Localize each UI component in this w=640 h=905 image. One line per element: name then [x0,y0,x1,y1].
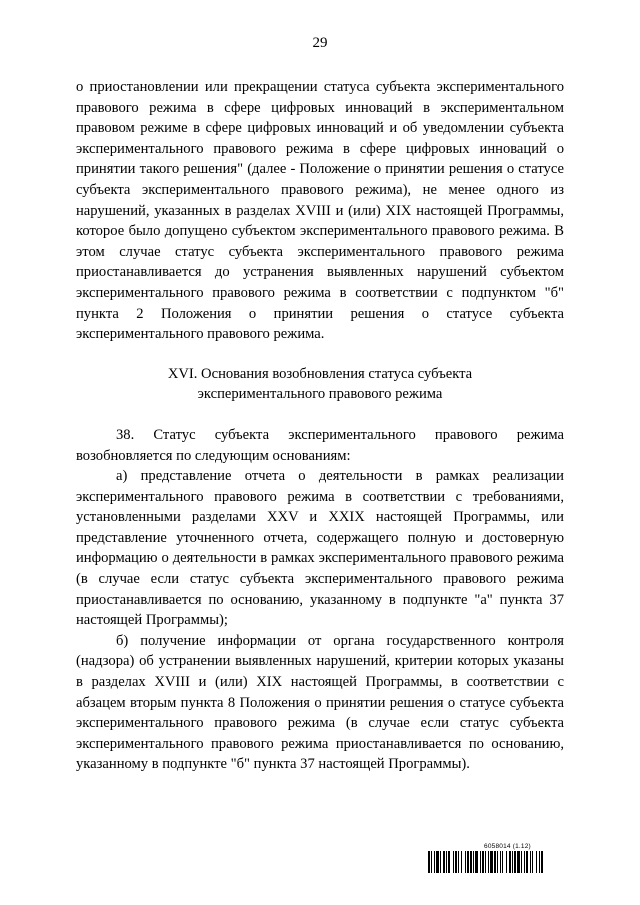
barcode-caption: 6058014 (1.12) [484,843,531,850]
document-body [76,77,564,775]
barcode-block [428,843,602,873]
intro-paragraph: о приостановлении или прекращении статуса субъекта экспериментального правового режима в сфере цифровых инноваций в экспериментальном правовом режиме в сфере цифровых инноваций и об уведомлении субъекта экспериментального правового режима в сфере цифровых инноваций о принятии такого решения" (далее - Положение о принятии решения о статусе субъекта экспериментального правового режима), не менее одного из нарушений, указанных в разделах XVIII и (или) XIX настоящей Программы, которое было допущено субъектом экспериментального правового режима. В этом случае статус субъекта экспериментального правового режима приостанавливается до устранения выявленных нарушений субъектом экспериментального правового режима в соответствии с подпунктом "б" пункта 2 Положения о принятии решения о статусе субъекта экспериментального правового режима. [76,79,564,343]
page-number: 29 [312,35,328,51]
barcode-graphic [428,851,602,873]
section-heading-line-2: экспериментального правового режима [197,386,443,403]
item-a-paragraph: а) представление отчета о деятельности в рамках реализации экспериментального правового режима в соответствии с требованиями, установленными разделами XXV и XXIX настоящей Программы, или представление уточненного отчета, содержащего полную и достоверную информацию о деятельности в рамках экспериментального правового режима (в случае если статус субъекта экспериментального правового режима приостанавливается по основанию, указанному в подпункте "а" пункта 37 настоящей Программы); [76,468,564,629]
item-b-paragraph: б) получение информации от органа государственного контроля (надзора) об устранении выявленных нарушений, критерии которых указаны в разделах XVIII и (или) XIX настоящей Программы, в соответствии с абзацем вторым пункта 8 Положения о принятии решения о статусе субъекта экспериментального правового режима (в случае если статус субъекта экспериментального правового режима приостанавливается по основанию, указанному в подпункте "б" пункта 37 настоящей Программы). [76,632,564,773]
section-heading [76,364,564,405]
section-heading-line-1: XVI. Основания возобновления статуса субъекта [167,365,473,382]
item-38-paragraph: 38. Статус субъекта экспериментального правового режима возобновляется по следующим основаниям: [76,426,564,464]
